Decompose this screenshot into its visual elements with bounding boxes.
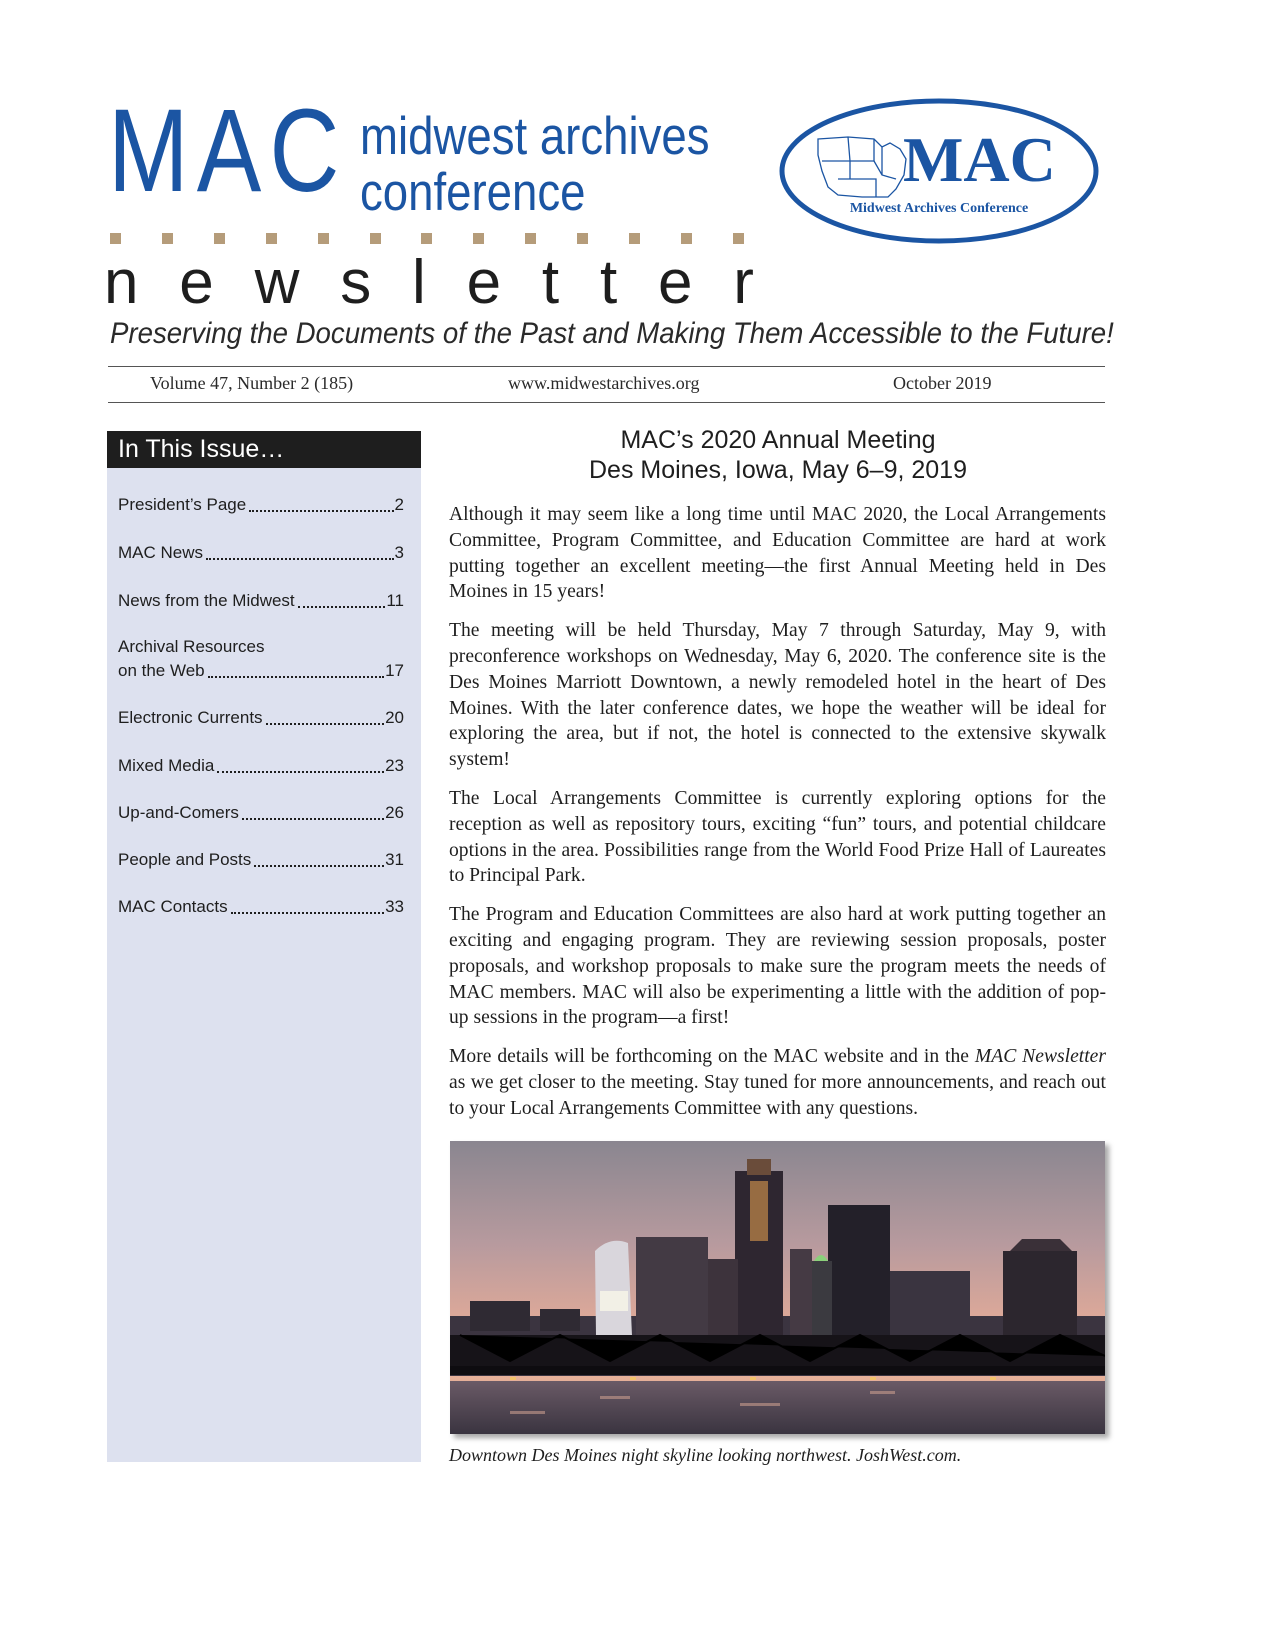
toc-item-mac-contacts[interactable]: MAC Contacts 33 — [118, 897, 404, 916]
mac-logo — [778, 97, 1101, 245]
toc-item-people-and-posts[interactable]: People and Posts 31 — [118, 850, 404, 869]
newsletter-letter: e — [657, 248, 693, 317]
divider — [108, 366, 1105, 367]
divider — [108, 402, 1105, 403]
logo-acronym: MAC — [903, 124, 1056, 195]
article-paragraph: The Local Arrangements Committee is currently exploring options for the reception as well as repository tours, exciting “fun” tours, and potential childcare options in the area. Possibilities range from the World Food Prize Hall of Laureates to Principal Park. — [449, 787, 1106, 887]
masthead-acronym: MAC — [108, 85, 348, 217]
sidebar-heading: In This Issue… — [107, 431, 421, 468]
masthead-org-line-2: conference — [360, 163, 586, 222]
newsletter-letter: t — [541, 248, 560, 317]
newsletter-letter: r — [733, 248, 754, 317]
toc-item-mac-news[interactable]: MAC News 3 — [118, 543, 404, 562]
newsletter-letter: n — [104, 248, 139, 317]
newsletter-letter: e — [179, 248, 214, 317]
toc-item-up-and-comers[interactable]: Up-and-Comers 26 — [118, 803, 404, 822]
in-this-issue-sidebar — [107, 431, 421, 1462]
logo-name: Midwest Archives Conference — [849, 201, 1029, 216]
issue-volume: Volume 47, Number 2 (185) — [150, 373, 354, 393]
article-paragraph: Although it may seem like a long time until MAC 2020, the Local Arrangements Committee, Program Committee, and Education Committee are hard at work putting together an excellent meeting—the first Annual Meeting held in Des Moines in 15 years! — [449, 504, 1106, 603]
newsletter-letter: t — [599, 248, 618, 317]
newsletter-letter: l — [412, 248, 426, 317]
article-title-line-1: MAC’s 2020 Annual Meeting — [620, 426, 936, 454]
issue-date: October 2019 — [893, 373, 992, 393]
newsletter-letter: e — [466, 248, 502, 317]
masthead-org-line-1: midwest archives — [360, 107, 710, 166]
photo-caption: Downtown Des Moines night skyline looking northwest. JoshWest.com. — [449, 1445, 962, 1465]
newsletter-letter: s — [340, 248, 372, 317]
toc-item-news-from-midwest[interactable]: News from the Midwest 11 — [118, 591, 404, 610]
article-title — [450, 425, 1106, 485]
article-body — [449, 502, 1106, 1135]
newsletter-title-italic: MAC Newsletter — [974, 1046, 1106, 1068]
toc-item-presidents-page[interactable]: President’s Page 2 — [118, 495, 404, 514]
newsletter-letter: w — [254, 248, 300, 317]
article-paragraph: More details will be forthcoming on the MAC website and in the MAC Newsletter as we get closer to the meeting. Stay tuned for more announcements, and reach out to your Local Arrangements Committee with any questions. — [449, 1046, 1106, 1119]
article-title-line-2: Des Moines, Iowa, May 6–9, 2019 — [589, 456, 967, 484]
decorative-dot-row — [110, 233, 744, 245]
tagline: Preserving the Documents of the Past and Making Them Accessible to the Future! — [110, 317, 1114, 350]
toc-item-archival-resources[interactable]: Archival Resources on the Web 17 — [118, 637, 404, 680]
newsletter-wordmark — [104, 248, 754, 317]
toc-item-electronic-currents[interactable]: Electronic Currents 20 — [118, 708, 404, 727]
website-link[interactable]: www.midwestarchives.org — [508, 373, 700, 393]
article-paragraph: The Program and Education Committees are also hard at work putting together an exciting and engaging program. They are reviewing session proposals, poster proposals, and workshop proposals to make sure the program meets the needs of MAC members. MAC will also be experimenting a little with the addition of pop-up sessions in the program—a first! — [449, 904, 1106, 1029]
skyline-photo — [450, 1141, 1105, 1434]
toc-item-mixed-media[interactable]: Mixed Media 23 — [118, 756, 404, 775]
article-paragraph: The meeting will be held Thursday, May 7 through Saturday, May 9, with preconference workshops on Wednesday, May 6, 2020. The conference site is the Des Moines Marriott Downtown, a newly remodeled hotel in the heart of Des Moines. With the later conference dates, we hope the weather will be ideal for exploring the area, but if not, the hotel is connected to the extensive skywalk system! — [449, 620, 1106, 771]
